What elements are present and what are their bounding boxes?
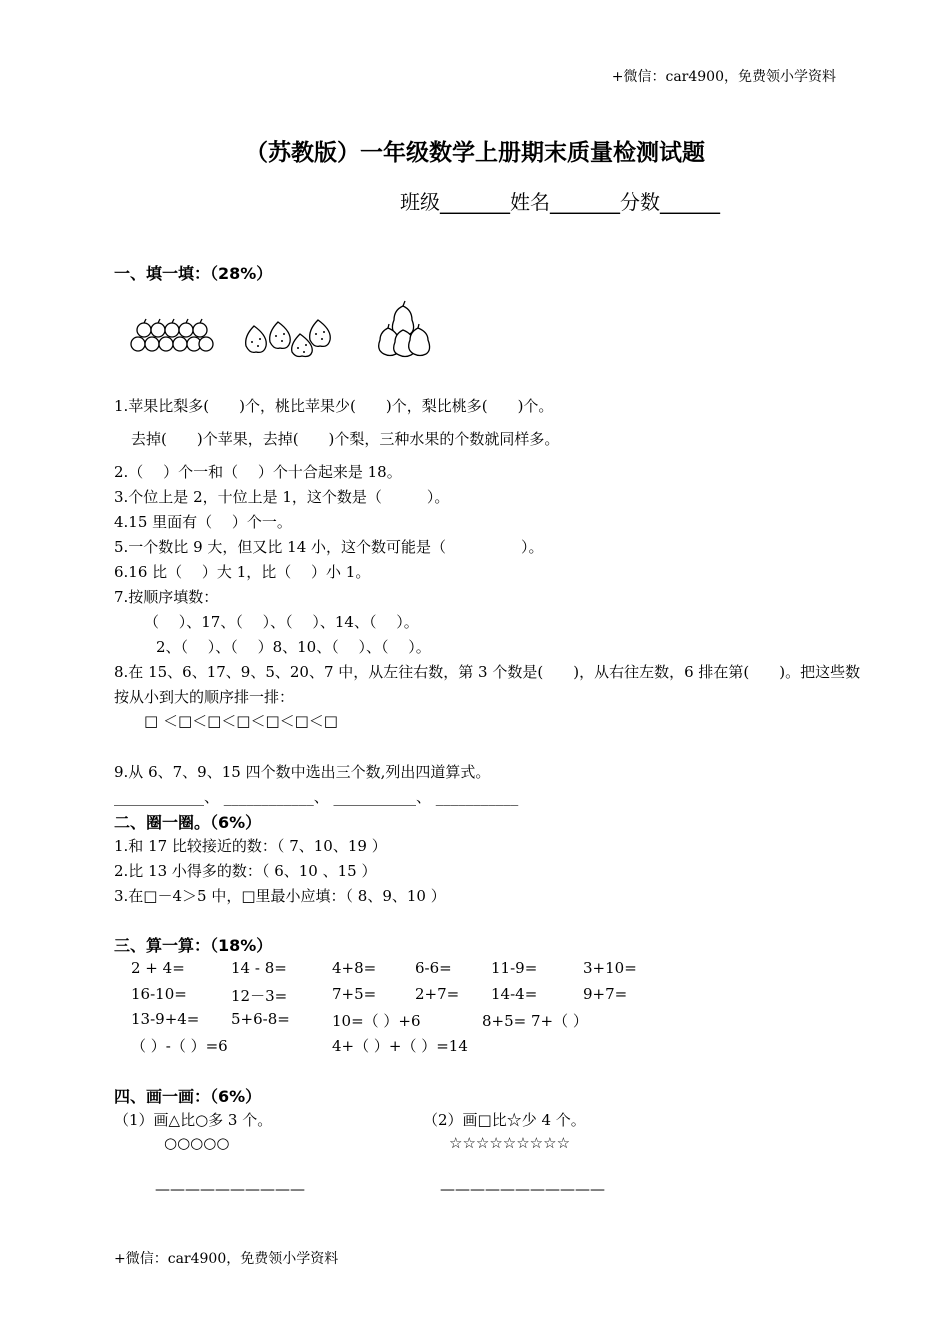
- question-9: 9.从 6、7、9、15 四个数中选出三个数,列出四道算式。: [114, 763, 491, 781]
- star-shapes: ☆☆☆☆☆☆☆☆☆: [449, 1134, 571, 1152]
- calc-item: 12－3=: [231, 987, 288, 1005]
- calc-item: 5+6-8=: [231, 1010, 290, 1028]
- calc-item: （ ）-（ ）=6: [131, 1037, 228, 1055]
- calc-item: 3+10=: [583, 959, 637, 977]
- question-1a: 1.苹果比梨多( )个，桃比苹果少( )个，梨比桃多( )个。: [114, 397, 554, 415]
- page-title: （苏教版）一年级数学上册期末质量检测试题: [245, 140, 705, 166]
- calc-item: 7+5=: [332, 985, 377, 1003]
- calc-item: 10=（ ）+6: [332, 1012, 421, 1030]
- question-7-seq1: （ ）、17、（ ）、（ ）、14、（ ）。: [144, 613, 419, 631]
- question-5: 5.一个数比 9 大，但又比 14 小，这个数可能是（ ）。: [114, 538, 544, 556]
- student-info-line: 班级_______姓名_______分数______: [400, 190, 720, 214]
- circle-question-2: 2.比 13 小得多的数：（ 6、10 、15 ）: [114, 862, 377, 880]
- draw-question-1: （1）画△比○多 3 个。: [114, 1111, 273, 1129]
- question-7: 7.按顺序填数：: [114, 588, 219, 606]
- draw-question-2: （2）画□比☆少 4 个。: [423, 1111, 586, 1129]
- draw-answer-line-1: ——————————: [155, 1180, 305, 1198]
- section1-heading: 一、填一填：（28%）: [114, 264, 273, 283]
- question-6: 6.16 比（ ）大 1，比（ ）小 1。: [114, 563, 371, 581]
- question-7-seq2: 2、（ ）、（ ）8、10、（ ）、（ ）。: [156, 638, 431, 656]
- calc-item: 6-6=: [415, 959, 452, 977]
- apple-group-icon: [128, 316, 214, 356]
- calc-item: 14-4=: [491, 985, 538, 1003]
- calc-item: 11-9=: [491, 959, 538, 977]
- question-4: 4.15 里面有（ ）个一。: [114, 513, 292, 531]
- watermark-top: +微信：car4900，免费领小学资料: [611, 69, 836, 85]
- section2-heading: 二、圈一圈。（6%）: [114, 813, 262, 832]
- circle-shapes: ○○○○○: [164, 1134, 230, 1152]
- draw-answer-line-2: ———————————: [440, 1180, 605, 1198]
- question-9-blanks: ____________、 ____________、 ___________、 ___________: [114, 788, 519, 806]
- question-2: 2.（ ）个一和（ ）个十合起来是 18。: [114, 463, 402, 481]
- question-3: 3.个位上是 2，十位上是 1，这个数是（ ）。: [114, 488, 450, 506]
- section4-heading: 四、画一画：（6%）: [114, 1087, 262, 1106]
- section3-heading: 三、算一算：（18%）: [114, 936, 273, 955]
- question-1b: 去掉( )个苹果，去掉( )个梨，三种水果的个数就同样多。: [131, 430, 560, 448]
- circle-question-1: 1.和 17 比较接近的数：（ 7、10、19 ）: [114, 837, 387, 855]
- circle-question-3: 3.在□－4＞5 中，□里最小应填：（ 8、9、10 ）: [114, 887, 446, 905]
- calc-item: 4+8=: [332, 959, 377, 977]
- calc-item: 16-10=: [131, 985, 187, 1003]
- calc-item: 2 + 4=: [131, 959, 185, 977]
- question-8-cont: 按从小到大的顺序排一排：: [114, 688, 295, 706]
- watermark-bottom: +微信：car4900，免费领小学资料: [114, 1251, 339, 1267]
- calc-item: 14 - 8=: [231, 959, 287, 977]
- calc-item: 4+（ ）+（ ）=14: [332, 1037, 468, 1055]
- question-8-order-boxes: □ ＜□＜□＜□＜□＜□＜□: [144, 712, 338, 730]
- pear-group-icon: [372, 300, 434, 358]
- calc-item: 8+5= 7+（ ）: [482, 1012, 588, 1030]
- peach-group-icon: [240, 312, 332, 358]
- calc-item: 2+7=: [415, 985, 460, 1003]
- calc-item: 9+7=: [583, 985, 628, 1003]
- question-8: 8.在 15、6、17、9、5、20、7 中，从左往右数，第 3 个数是( )，从右往左数，6 排在第( )。把这些数: [114, 663, 861, 681]
- calc-item: 13-9+4=: [131, 1010, 200, 1028]
